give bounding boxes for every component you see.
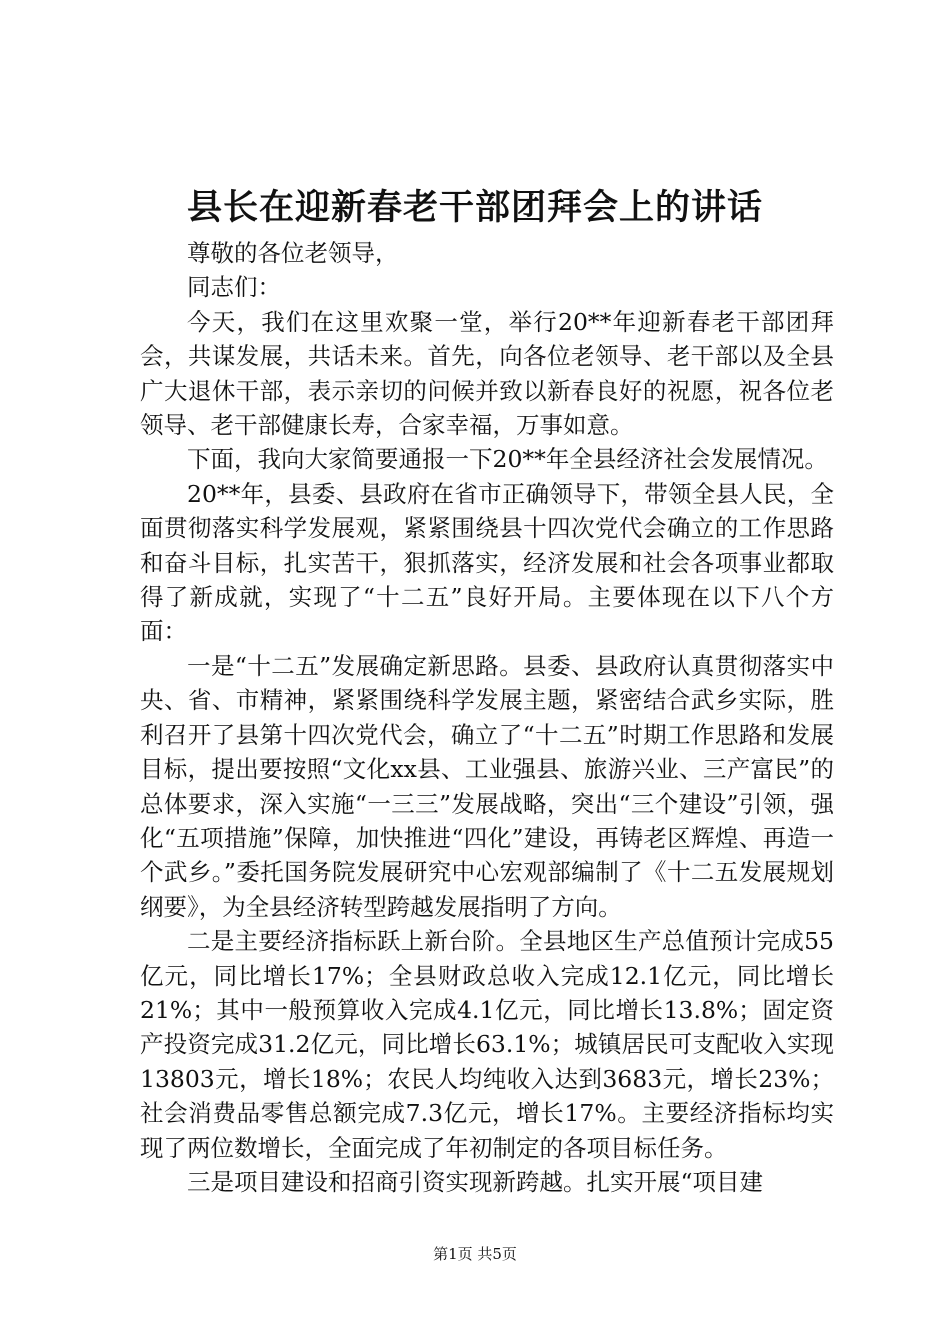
body-paragraph: 20**年，县委、县政府在省市正确领导下，带领全县人民，全面贯彻落实科学发展观，紧紧围绕县十四次党代会确立的工作思路和奋斗目标，扎实苦干，狠抓落实，经济发展和社会各项事业都取得了新成就，实现了“十二五”良好开局。主要体现在以下八个方面：	[140, 479, 834, 646]
body-paragraph: 今天，我们在这里欢聚一堂，举行20**年迎新春老干部团拜会，共谋发展，共话未来。首先，向各位老领导、老干部以及全县广大退休干部，表示亲切的问候并致以新春良好的祝愿，祝各位老领导、老干部健康长寿，合家幸福，万事如意。	[140, 307, 834, 440]
page-footer: 第1页 共5页	[433, 1245, 517, 1263]
document-title: 县长在迎新春老干部团拜会上的讲话	[186, 187, 763, 228]
salutation-line: 尊敬的各位老领导，	[187, 239, 399, 267]
body-paragraph: 下面，我向大家简要通报一下20**年全县经济社会发展情况。	[187, 445, 828, 474]
body-paragraph: 三是项目建设和招商引资实现新跨越。扎实开展“项目建	[187, 1167, 764, 1196]
document-body	[140, 236, 834, 1199]
salutation-line: 同志们：	[187, 273, 281, 302]
body-paragraph: 一是“十二五”发展确定新思路。县委、县政府认真贯彻落实中央、省、市精神，紧紧围绕科学发展主题，紧密结合武乡实际，胜利召开了县第十四次党代会，确立了“十二五”时期工作思路和发展目标，提出要按照“文化xx县、工业强县、旅游兴业、三产富民”的总体要求，深入实施“一三三”发展战略，突出“三个建设”引领，强化“五项措施”保障，加快推进“四化”建设，再铸老区辉煌、再造一个武乡。”委托国务院发展研究中心宏观部编制了《十二五发展规划纲要》，为全县经济转型跨越发展指明了方向。	[140, 651, 834, 921]
body-paragraph: 二是主要经济指标跃上新台阶。全县地区生产总值预计完成55亿元，同比增长17%；全县财政总收入完成12.1亿元，同比增长21%；其中一般预算收入完成4.1亿元，同比增长13.8%；固定资产投资完成31.2亿元，同比增长63.1%；城镇居民可支配收入实现13803元，增长18%；农民人均纯收入达到3683元，增长23%；社会消费品零售总额完成7.3亿元，增长17%。主要经济指标均实现了两位数增长，全面完成了年初制定的各项目标任务。	[140, 927, 834, 1162]
